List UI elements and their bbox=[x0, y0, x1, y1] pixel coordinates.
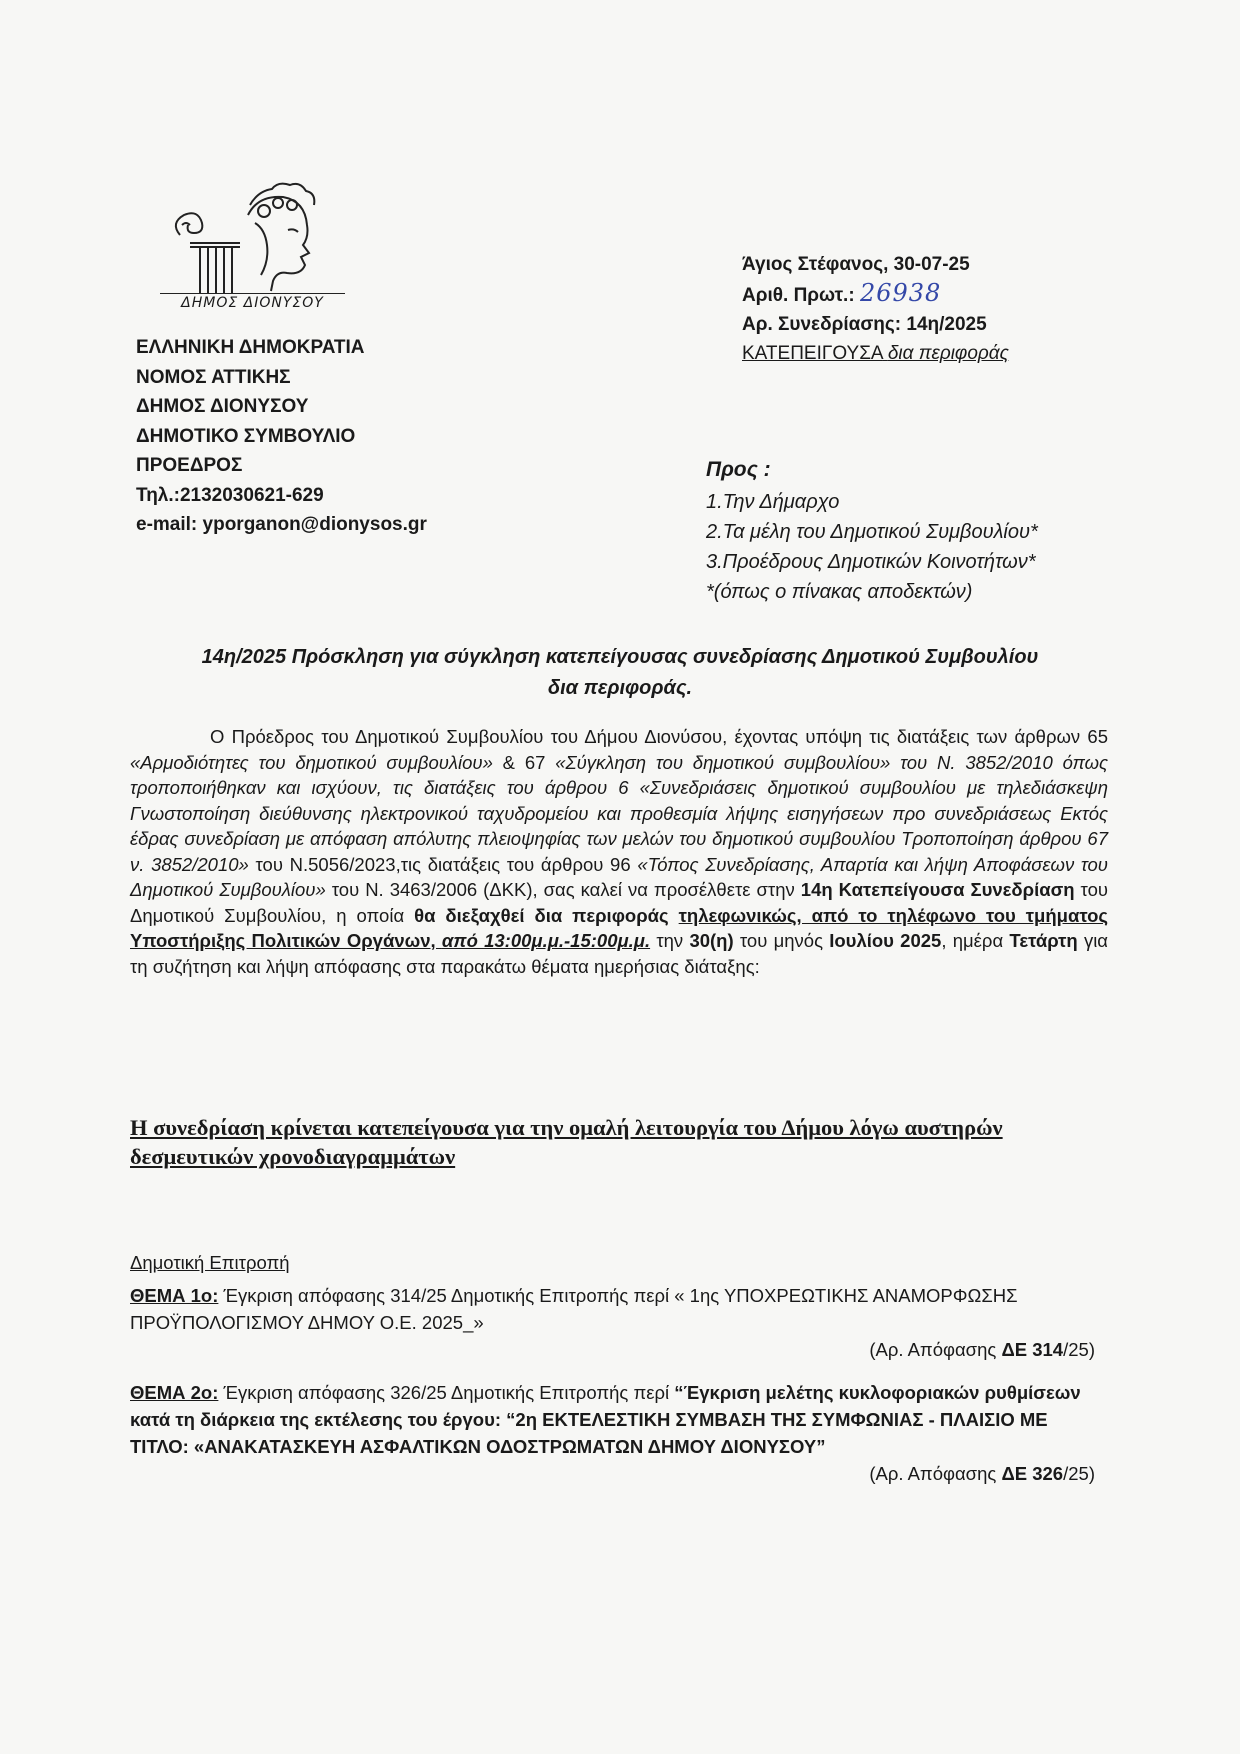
session-month: Ιουλίου 2025 bbox=[829, 930, 942, 951]
recipients-heading: Προς : bbox=[706, 458, 771, 481]
topic-text bbox=[130, 1282, 1095, 1336]
agenda-topic-1 bbox=[130, 1282, 1095, 1363]
topic-label: ΘΕΜΑ 2ο: bbox=[130, 1382, 219, 1403]
body-text: του Δημοτικού Συμβουλίου, η οποία bbox=[130, 879, 1108, 926]
document-meta bbox=[742, 250, 1009, 368]
issuer-line: ΝΟΜΟΣ ΑΤΤΙΚΗΣ bbox=[136, 366, 291, 388]
urgency-line bbox=[742, 339, 1009, 368]
invitation-paragraph bbox=[130, 724, 1108, 979]
recipient-note: *(όπως ο πίνακας αποδεκτών) bbox=[706, 581, 973, 603]
body-text-italic: «Σύγκληση του δημοτικού συμβουλίου» του Ν. 3852/2010 όπως τροποποιήθηκαν και ισχύουν, τις διατάξεις του άρθρου 6 «Συνεδριάσεις δημοτικού συμβουλίου με τηλεδιάσκεψη Γνωστοποίηση διεύθυνσης ηλεκτρονικού ταχυδρομείου και προθεσμία λήψης εισηγήσεων προ συνεδριάσεως Εκτός έδρας συνεδρίαση με απόφαση απόλυτης πλειοψηφίας των μελών του δημοτικού συμβουλίου Τροποποίηση άρθρου 67 ν. 3852/2010» bbox=[130, 751, 1108, 875]
body-text: , ημέρα bbox=[941, 930, 1010, 951]
protocol-label: Αριθ. Πρωτ.: bbox=[742, 285, 855, 306]
body-text: για τη συζήτηση και λήψη απόφασης στα παρακάτω θέματα ημερήσιας διάταξης: bbox=[130, 930, 1109, 977]
reference-suffix: /25) bbox=[1063, 1463, 1095, 1484]
session-mode: θα διεξαχθεί δια περιφοράς bbox=[414, 904, 669, 926]
issuer-line: ΠΡΟΕΔΡΟΣ bbox=[136, 455, 243, 476]
agenda-topic-2 bbox=[130, 1379, 1095, 1487]
session-channel: τηλεφωνικώς, από το τηλέφωνο του τμήματος Υποστήριξης Πολιτικών Οργάνων, bbox=[130, 904, 1108, 951]
topic-description: Έγκριση απόφασης 314/25 Δημοτικής Επιτροπής περί « 1ης ΥΠΟΧΡΕΩΤΙΚΗΣ ΑΝΑΜΟΡΦΩΣΗΣ ΠΡΟΫΠΟΛΟΓΙΣΜΟΥ ΔΗΜΟΥ Ο.Ε. 2025_» bbox=[130, 1285, 1018, 1333]
protocol-line bbox=[742, 279, 1009, 310]
recipient-item: 3.Προέδρους Δημοτικών Κοινοτήτων* bbox=[706, 551, 1036, 573]
reference-prefix: (Αρ. Απόφασης bbox=[869, 1463, 1002, 1484]
recipient-item: 2.Τα μέλη του Δημοτικού Συμβουλίου* bbox=[706, 521, 1038, 543]
body-text bbox=[669, 905, 679, 926]
reference-number: ΔΕ 314 bbox=[1001, 1339, 1064, 1360]
body-text: του μηνός bbox=[733, 930, 830, 951]
municipality-logo bbox=[160, 175, 345, 315]
dionysus-head-logo-icon bbox=[160, 175, 345, 300]
topic-label: ΘΕΜΑ 1ο: bbox=[130, 1285, 219, 1306]
urgency-rest: δια περιφοράς bbox=[887, 343, 1009, 364]
session-time: από 13:00μ.μ.-15:00μ.μ. bbox=[441, 930, 651, 951]
session-day: 30(η) bbox=[689, 930, 734, 951]
recipient-item: 1.Την Δήμαρχο bbox=[706, 491, 840, 513]
reference-suffix: /25) bbox=[1063, 1339, 1095, 1360]
protocol-number: 26938 bbox=[859, 279, 942, 307]
topic-title: “Έγκριση μελέτης κυκλοφοριακών ρυθμίσεων κατά τη διάρκεια της εκτέλεσης του έργου: “2η ΕΚΤΕΛΕΣΤΙΚΗ ΣΥΜΒΑΣΗ ΤΗΣ ΣΥΜΦΩΝΙΑΣ - ΠΛΑΙΣΙΟ ΜΕ ΤΙΤΛΟ: «ΑΝΑΚΑΤΑΣΚΕΥΗ ΑΣΦΑΛΤΙΚΩΝ ΟΔΟΣΤΡΩΜΑΤΩΝ ΔΗΜΟΥ ΔΙΟΝΥΣΟΥ” bbox=[130, 1382, 1081, 1457]
body-text: του Ν. 3463/2006 (ΔΚΚ), σας καλεί να προσέλθετε στην bbox=[325, 879, 801, 900]
subject-line-2: δια περιφοράς. bbox=[547, 677, 693, 699]
subject-heading bbox=[130, 642, 1110, 704]
place-date: Άγιος Στέφανος, 30-07-25 bbox=[742, 254, 970, 275]
body-text-italic: «Αρμοδιότητες του δημοτικού συμβουλίου» bbox=[130, 751, 493, 773]
topic-reference bbox=[130, 1460, 1095, 1487]
issuer-email: e-mail: yporganon@dionysos.gr bbox=[136, 514, 427, 535]
body-text: την bbox=[650, 930, 690, 951]
body-text-italic: «Τόπος Συνεδρίασης, Απαρτία και λήψη Αποφάσεων του Δημοτικού Συμβουλίου» bbox=[130, 853, 1108, 900]
body-text: Ο Πρόεδρος του Δημοτικού Συμβουλίου του Δήμου Διονύσου, έχοντας υπόψη τις διατάξεις των άρθρων 65 bbox=[210, 726, 1108, 747]
issuer-line: ΕΛΛΗΝΙΚΗ ΔΗΜΟΚΡΑΤΙΑ bbox=[136, 337, 365, 358]
issuer-phone: Τηλ.:2132030621-629 bbox=[136, 484, 324, 506]
topic-description: Έγκριση απόφασης 326/25 Δημοτικής Επιτροπής περί bbox=[218, 1382, 675, 1403]
urgency-caps: ΚΑΤΕΠΕΙΓΟΥΣΑ bbox=[742, 343, 883, 364]
urgency-justification: Η συνεδρίαση κρίνεται κατεπείγουσα για την ομαλή λειτουργία του Δήμου λόγω αυστηρών δεσμευτικών χρονοδιαγραμμάτων bbox=[130, 1115, 1003, 1169]
body-text: του Ν.5056/2023,τις διατάξεις του άρθρου 96 bbox=[248, 853, 638, 875]
session-weekday: Τετάρτη bbox=[1009, 930, 1078, 951]
topic-reference bbox=[130, 1336, 1095, 1363]
reference-number: ΔΕ 326 bbox=[1001, 1463, 1064, 1484]
subject-line-1: 14η/2025 Πρόσκληση για σύγκληση κατεπείγουσας συνεδρίασης Δημοτικού Συμβουλίου bbox=[201, 646, 1039, 668]
logo-caption: ΔΗΜΟΣ ΔΙΟΝΥΣΟΥ bbox=[160, 293, 345, 311]
invitation-body bbox=[130, 724, 1108, 979]
issuer-line: ΔΗΜΟΤΙΚΟ ΣΥΜΒΟΥΛΙΟ bbox=[136, 425, 356, 447]
topic-text bbox=[130, 1379, 1095, 1460]
reference-prefix: (Αρ. Απόφασης bbox=[869, 1339, 1002, 1360]
session-number: Αρ. Συνεδρίασης: 14η/2025 bbox=[742, 314, 987, 335]
issuer-block bbox=[136, 333, 427, 540]
session-name: 14η Κατεπείγουσα Συνεδρίαση bbox=[800, 879, 1075, 900]
issuer-line: ΔΗΜΟΣ ΔΙΟΝΥΣΟΥ bbox=[136, 396, 309, 417]
body-text: & 67 bbox=[492, 751, 556, 773]
recipients-block bbox=[706, 455, 1038, 607]
committee-heading: Δημοτική Επιτροπή bbox=[130, 1252, 290, 1273]
